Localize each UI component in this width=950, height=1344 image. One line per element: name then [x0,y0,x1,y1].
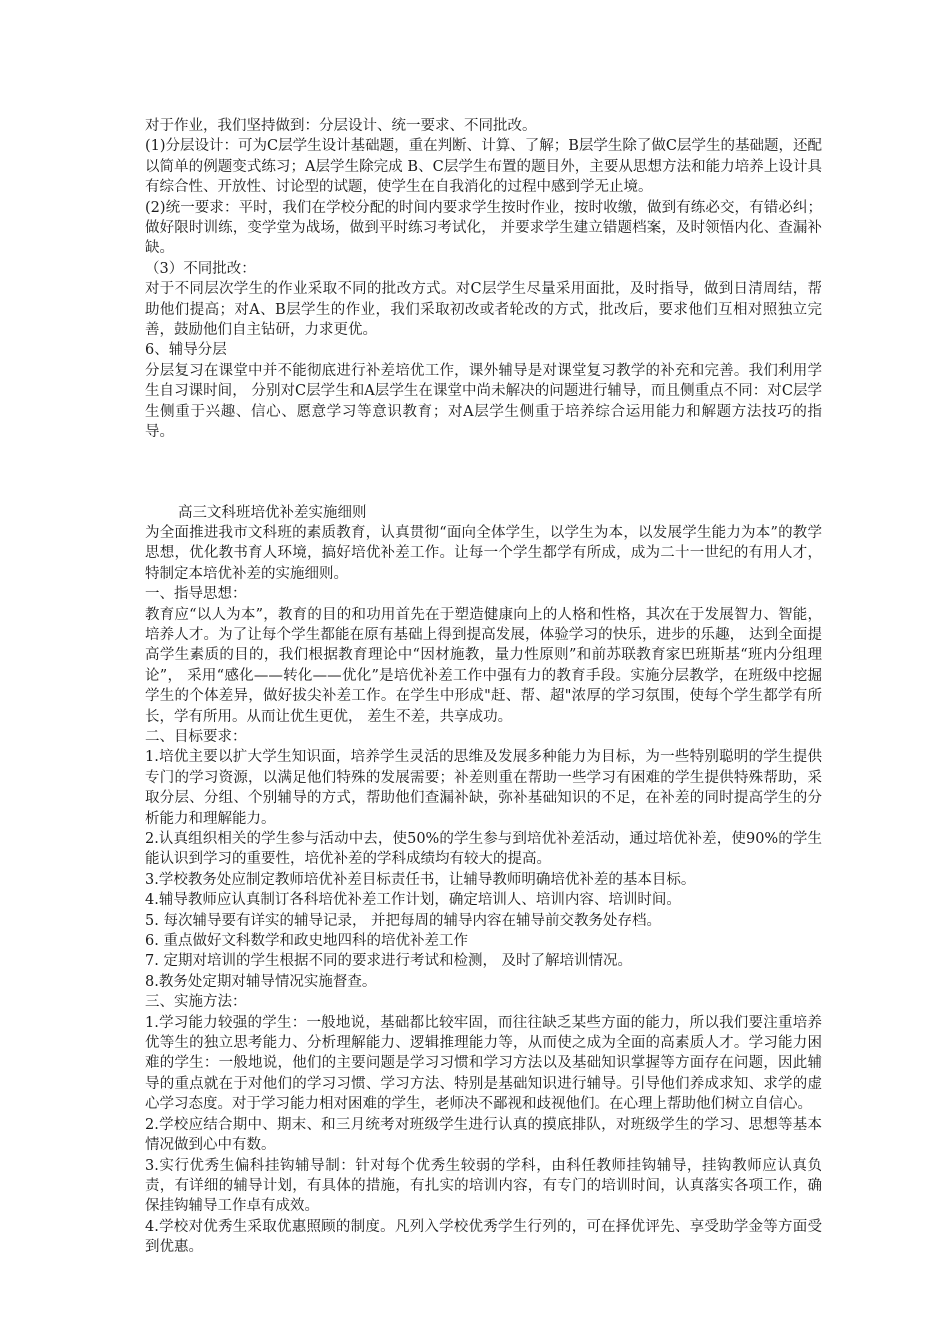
document-title: 高三文科班培优补差实施细则 [178,504,367,521]
paragraph: (2)统一要求：平时，我们在学校分配的时间内要求学生按时作业，按时收缴，做到有练必交，有错必纠；做好限时训练，变学堂为战场，做到平时练习考试化， 并要求学生建立错题档案，及时领悟内化、查漏补缺。 [145,199,822,257]
section-heading: 一、指导思想： [145,586,247,603]
list-item: 4.学校对优秀生采取优惠照顾的制度。凡列入学校优秀学生行列的，可在择优评先、享受助学金等方面受到优惠。 [145,1218,822,1256]
paragraph: 为全面推进我市文科班的素质教育，认真贯彻“面向全体学生，以学生为本，以发展学生能力为本”的教学思想，优化教书育人环境，搞好培优补差工作。让每一个学生都学有所成，成为二十一世纪的有用人才，特制定本培优补差的实施细则。 [145,524,822,582]
section-heading: 二、目标要求： [145,728,247,745]
paragraph: 对于作业，我们坚持做到：分层设计、统一要求、不同批改。 [145,118,537,134]
section-heading: 6、辅导分层 [145,342,227,359]
list-item: 2.学校应结合期中、期末、和三月统考对班级学生进行认真的摸底排队，对班级学生的学习、思想等基本情况做到心中有数。 [145,1116,822,1154]
section-heading: 三、实施方法： [145,994,247,1011]
list-item: 3.实行优秀生偏科挂钩辅导制：针对每个优秀生较弱的学科，由科任教师挂钩辅导，挂钩教师应认真负责，有详细的辅导计划，有具体的措施，有扎实的培训内容，有专门的培训时间，认真落实各项工作，确保挂钩辅导工作卓有成效。 [145,1157,822,1215]
section-implementation-rules [145,523,822,1258]
list-item: 3.学校教务处应制定教师培优补差目标责任书，让辅导教师明确培优补差的基本目标。 [145,871,696,888]
spacer [145,443,822,503]
paragraph: （3）不同批改： [145,260,256,277]
list-item: 1.培优主要以扩大学生知识面，培养学生灵活的思维及发展多种能力为目标，为一些特别聪明的学生提供专门的学习资源，以满足他们特殊的发展需要；补差则重在帮助一些学习有困难的学生提供特殊帮助，采取分层、分组、个别辅导的方式，帮助他们查漏补缺，弥补基础知识的不足，在补差的同时提高学生的分析能力和理解能力。 [145,749,822,827]
paragraph: 对于不同层次学生的作业采取不同的批改方式。对C层学生尽量采用面批，及时指导，做到日清周结，帮助他们提高；对A、B层学生的作业，我们采取初改或者轮改的方式，批改后，要求他们互相对照独立完善，鼓励他们自主钻研，力求更优。 [145,281,822,339]
paragraph: 教育应“以人为本”，教育的目的和功用首先在于塑造健康向上的人格和性格，其次在于发展智力、智能，培养人才。为了让每个学生都能在原有基础上得到提高发展，体验学习的快乐，进步的乐趣， 达到全面提高学生素质的目的，我们根据教育理论中“因材施教，量力性原则”和前苏联教育家巴班斯基“班内分组理论”， 采用“感化——转化——优化”是培优补差工作中强有力的教育手段。实施分层教学，在班级中挖掘学生的个体差异，做好拔尖补差工作。在学生中形成"赶、帮、超"浓厚的学习氛围，使每个学生都学有所长，学有所用。从而让优生更优， 差生不差，共享成功。 [145,606,822,725]
list-item: 6. 重点做好文科数学和政史地四科的培优补差工作 [145,933,468,950]
paragraph: 分层复习在课堂中并不能彻底进行补差培优工作，课外辅导是对课堂复习教学的补充和完善。我们利用学生自习课时间， 分别对C层学生和A层学生在课堂中尚未解决的问题进行辅导，而且侧重点不同：对C层学生侧重于兴趣、信心、愿意学习等意识教育；对A层学生侧重于培养综合运用能力和解题方法技巧的指导。 [145,362,822,441]
paragraph: (1)分层设计：可为C层学生设计基础题，重在判断、计算、了解；B层学生除了做C层学生的基础题，还配以简单的例题变式练习；A层学生除完成 B、C层学生布置的题目外，主要从思想方法和能力培养上设计具有综合性、开放性、讨论型的试题，使学生在自我消化的过程中感到学无止境。 [145,138,822,196]
list-item: 1.学习能力较强的学生：一般地说，基础都比较牢固，而往往缺乏某些方面的能力，所以我们要注重培养优等生的独立思考能力、分析理解能力、逻辑推理能力等，从而使之成为全面的高素质人才。学习能力困难的学生：一般地说，他们的主要问题是学习习惯和学习方法以及基础知识掌握等方面存在问题，因此辅导的重点就在于对他们的学习习惯、学习方法、特别是基础知识进行辅导。引导他们养成求知、求学的虚心学习态度。对于学习能力相对困难的学生，老师决不鄙视和歧视他们。在心理上帮助他们树立自信心。 [145,1014,822,1113]
list-item: 8.教务处定期对辅导情况实施督查。 [145,973,377,990]
list-item: 4.辅导教师应认真制订各科培优补差工作计划，确定培训人、培训内容、培训时间。 [145,892,681,909]
list-item: 7. 定期对培训的学生根据不同的要求进行考试和检测， 及时了解培训情况。 [145,953,633,970]
section-homework-layering [145,116,822,443]
list-item: 2.认真组织相关的学生参与活动中去，使50%的学生参与到培优补差活动，通过培优补差，使90%的学生能认识到学习的重要性，培优补差的学科成绩均有较大的提高。 [145,831,822,868]
list-item: 5. 每次辅导要有详实的辅导记录， 并把每周的辅导内容在辅导前交教务处存档。 [145,912,662,929]
